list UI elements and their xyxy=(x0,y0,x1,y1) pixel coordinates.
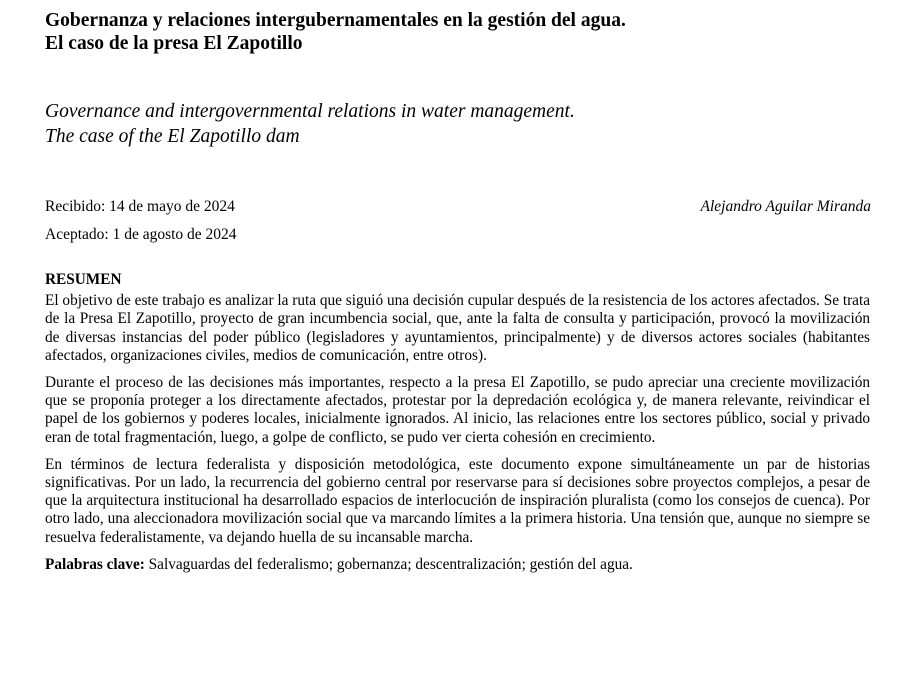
title-english xyxy=(45,99,885,149)
received-row xyxy=(45,198,871,216)
accepted-date: Aceptado: 1 de agosto de 2024 xyxy=(45,226,237,243)
title-spanish-line-2: El caso de la presa El Zapotillo xyxy=(45,33,303,54)
keywords xyxy=(45,556,870,574)
keywords-label: Palabras clave: xyxy=(45,555,145,573)
title-english-line-2: The case of the El Zapotillo dam xyxy=(45,126,300,147)
abstract-heading: RESUMEN xyxy=(45,271,122,288)
abstract-section xyxy=(45,271,870,583)
abstract-paragraph-1: El objetivo de este trabajo es analizar la ruta que siguió una decisión cupular después de la resistencia de los actores afectados. Se trata de la Presa El Zapotillo, proyecto de gran incumbencia social, que, ante la falta de consulta y participación, provocó la movilización de diversas instancias del poder público (legisladores y ayuntamientos, principalmente) y de diversos actores sociales (habitantes afectados, organizaciones civiles, medios de comunicación, entre otros). xyxy=(45,292,870,364)
title-spanish-line-1: Gobernanza y relaciones intergubernamentales en la gestión del agua. xyxy=(45,10,626,31)
abstract-paragraph-2: Durante el proceso de las decisiones más importantes, respecto a la presa El Zapotillo, se pudo apreciar una creciente movilización que se proponía proteger a los directamente afectados, protestar por la depredación ecológica y, de manera relevante, reivindicar el papel de los gobiernos y poderes locales, inicialmente ignorados. Al inicio, las relaciones entre los sectores público, social y privado eran de total fragmentación, luego, a golpe de conflicto, se pudo ver cierta cohesión en crecimiento. xyxy=(45,374,870,446)
title-spanish xyxy=(45,9,885,55)
title-english-line-1: Governance and intergovernmental relations in water management. xyxy=(45,101,575,122)
author-name: Alejandro Aguilar Miranda xyxy=(700,198,871,215)
keywords-list: Salvaguardas del federalismo; gobernanza; descentralización; gestión del agua. xyxy=(148,555,633,573)
accepted-row xyxy=(45,226,871,244)
abstract-paragraph-3: En términos de lectura federalista y disposición metodológica, este documento expone simultáneamente un par de historias significativas. Por un lado, la recurrencia del gobierno central por reservarse para sí decisiones sobre proyectos complejos, a pesar de que la arquitectura institucional ha desarrollado espacios de interlocución de inspiración pluralista (como los consejos de cuenca). Por otro lado, una aleccionadora movilización social que va marcando límites a la primera historia. Una tensión que, aunque no siempre se resuelva federalistamente, va dejando huella de su incansable marcha. xyxy=(45,455,870,546)
received-date: Recibido: 14 de mayo de 2024 xyxy=(45,198,235,215)
